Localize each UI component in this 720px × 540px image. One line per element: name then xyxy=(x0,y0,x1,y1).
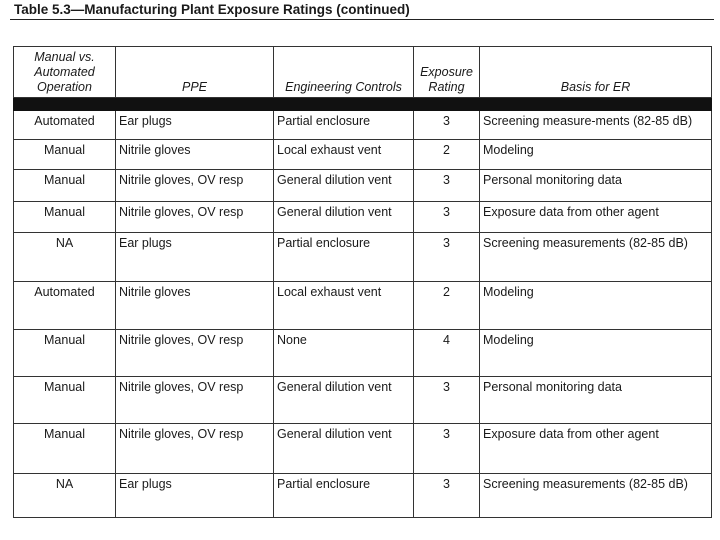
cell-exposure-rating: 2 xyxy=(414,140,480,170)
cell-ppe: Nitrile gloves, OV resp xyxy=(116,377,274,424)
cell-operation: Manual xyxy=(14,377,116,424)
table-row xyxy=(14,140,712,170)
cell-engineering-controls: General dilution vent xyxy=(274,424,414,474)
header-operation: Manual vs. Automated Operation xyxy=(14,47,116,98)
cell-ppe: Nitrile gloves, OV resp xyxy=(116,330,274,377)
cell-exposure-rating: 3 xyxy=(414,377,480,424)
header-row xyxy=(14,47,712,98)
cell-basis: Screening measure-ments (82-85 dB) xyxy=(480,111,712,140)
header-engineering-controls: Engineering Controls xyxy=(274,47,414,98)
table-caption: Table 5.3—Manufacturing Plant Exposure Ratings (continued) xyxy=(14,2,410,17)
header-band xyxy=(14,98,712,111)
cell-basis: Modeling xyxy=(480,330,712,377)
table-row xyxy=(14,233,712,282)
table-row xyxy=(14,170,712,202)
cell-exposure-rating: 3 xyxy=(414,424,480,474)
cell-operation: Automated xyxy=(14,111,116,140)
cell-operation: Manual xyxy=(14,140,116,170)
cell-operation: Manual xyxy=(14,330,116,377)
cell-engineering-controls: Partial enclosure xyxy=(274,233,414,282)
caption-rule xyxy=(10,19,714,20)
cell-operation: NA xyxy=(14,233,116,282)
table-row xyxy=(14,202,712,233)
cell-engineering-controls: Partial enclosure xyxy=(274,474,414,518)
cell-basis: Modeling xyxy=(480,282,712,330)
cell-ppe: Nitrile gloves xyxy=(116,282,274,330)
cell-basis: Screening measurements (82-85 dB) xyxy=(480,233,712,282)
cell-operation: NA xyxy=(14,474,116,518)
cell-ppe: Ear plugs xyxy=(116,111,274,140)
cell-exposure-rating: 3 xyxy=(414,170,480,202)
header-exposure-rating: Exposure Rating xyxy=(414,47,480,98)
cell-engineering-controls: Local exhaust vent xyxy=(274,140,414,170)
cell-exposure-rating: 4 xyxy=(414,330,480,377)
table-row xyxy=(14,377,712,424)
cell-exposure-rating: 3 xyxy=(414,202,480,233)
table-row xyxy=(14,330,712,377)
cell-engineering-controls: Local exhaust vent xyxy=(274,282,414,330)
table-row xyxy=(14,474,712,518)
cell-engineering-controls: None xyxy=(274,330,414,377)
cell-ppe: Nitrile gloves, OV resp xyxy=(116,202,274,233)
cell-engineering-controls: Partial enclosure xyxy=(274,111,414,140)
cell-basis: Personal monitoring data xyxy=(480,377,712,424)
cell-operation: Manual xyxy=(14,424,116,474)
cell-basis: Personal monitoring data xyxy=(480,170,712,202)
cell-ppe: Ear plugs xyxy=(116,233,274,282)
cell-basis: Screening measurements (82-85 dB) xyxy=(480,474,712,518)
cell-operation: Automated xyxy=(14,282,116,330)
cell-engineering-controls: General dilution vent xyxy=(274,377,414,424)
cell-basis: Exposure data from other agent xyxy=(480,202,712,233)
exposure-ratings-table xyxy=(13,46,712,518)
cell-ppe: Nitrile gloves, OV resp xyxy=(116,424,274,474)
cell-exposure-rating: 3 xyxy=(414,474,480,518)
table-row xyxy=(14,111,712,140)
cell-ppe: Nitrile gloves, OV resp xyxy=(116,170,274,202)
cell-engineering-controls: General dilution vent xyxy=(274,170,414,202)
cell-exposure-rating: 2 xyxy=(414,282,480,330)
cell-ppe: Nitrile gloves xyxy=(116,140,274,170)
cell-basis: Modeling xyxy=(480,140,712,170)
cell-ppe: Ear plugs xyxy=(116,474,274,518)
cell-operation: Manual xyxy=(14,202,116,233)
header-basis-for-er: Basis for ER xyxy=(480,47,712,98)
cell-engineering-controls: General dilution vent xyxy=(274,202,414,233)
cell-exposure-rating: 3 xyxy=(414,111,480,140)
table-row xyxy=(14,282,712,330)
cell-operation: Manual xyxy=(14,170,116,202)
header-ppe: PPE xyxy=(116,47,274,98)
cell-exposure-rating: 3 xyxy=(414,233,480,282)
cell-basis: Exposure data from other agent xyxy=(480,424,712,474)
table-row xyxy=(14,424,712,474)
